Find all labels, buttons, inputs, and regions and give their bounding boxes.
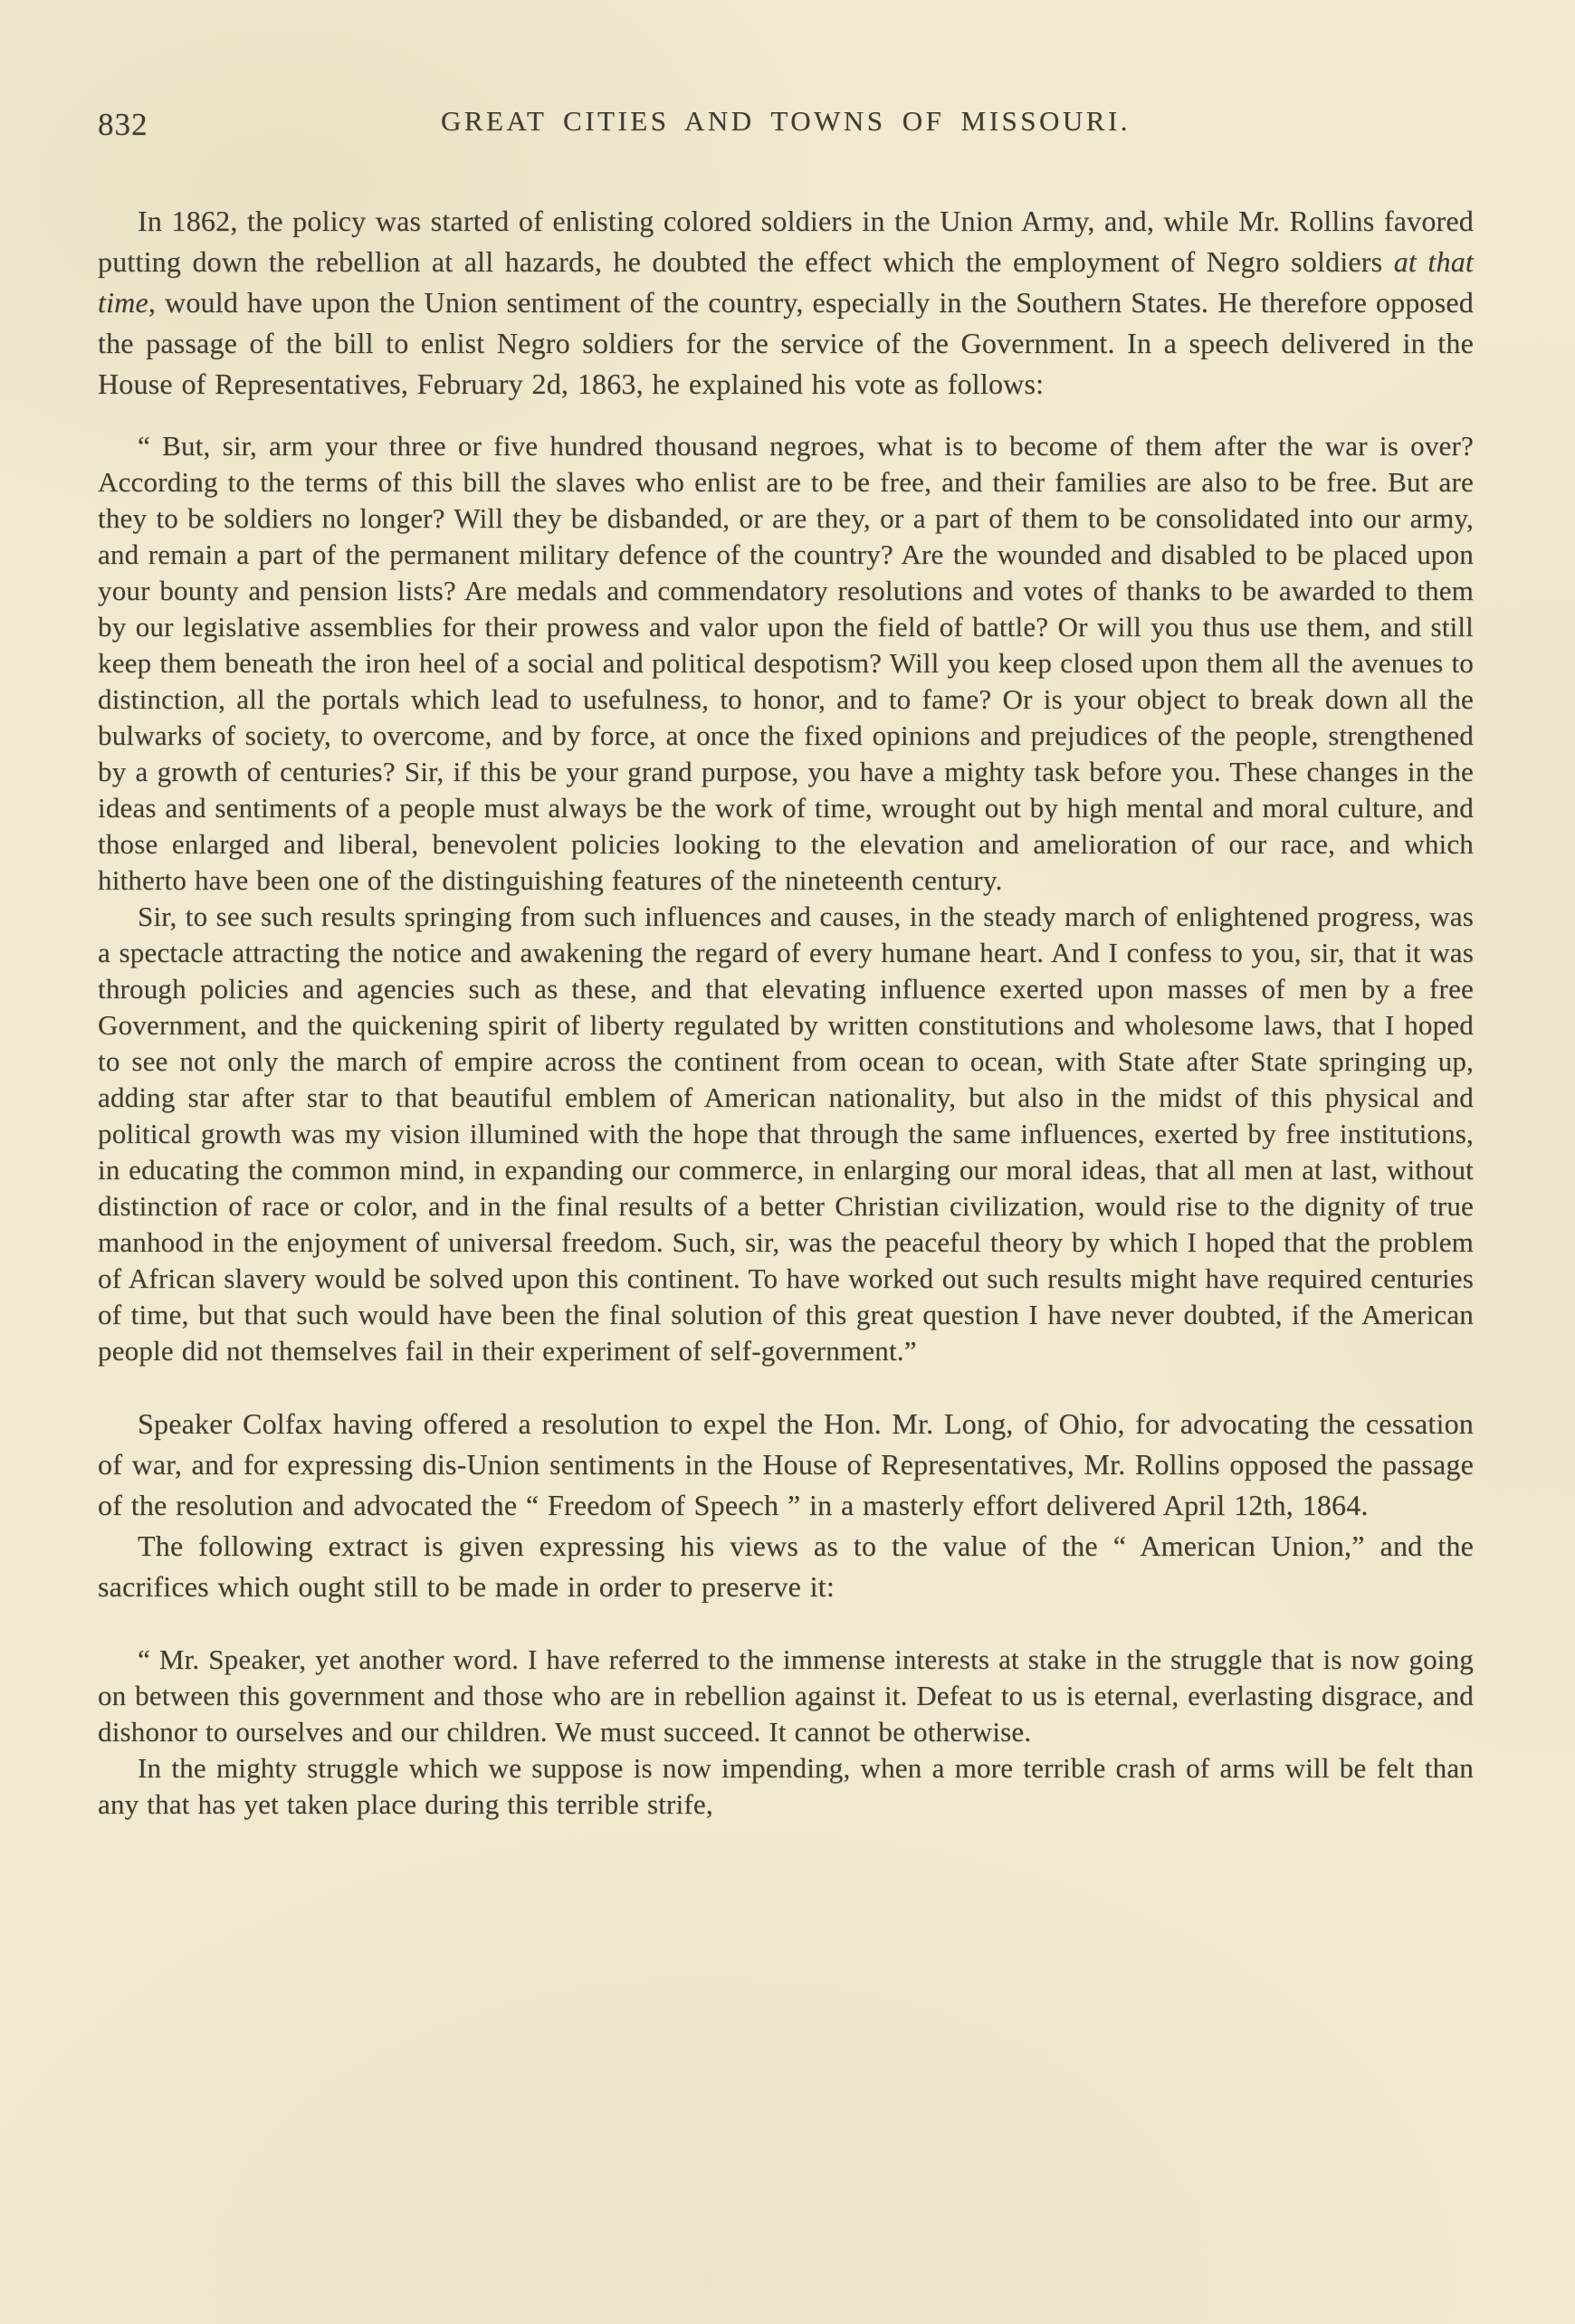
page-number: 832 xyxy=(98,107,148,142)
speech-1863-paragraph-1: “ But, sir, arm your three or five hundred thousand negroes, what is to become of them after the war is over? According to the terms of this bill the slaves who enlist are to be free, and their families are also to be free. But are they to be soldiers no longer? Will they be disbanded, or are they, or a part of them to be consolidated into our army, and remain a part of the permanent military defence of the country? Are the wounded and disabled to be placed upon your bounty and pension lists? Are medals and commendatory resolutions and votes of thanks to be awarded to them by our legislative assemblies for their prowess and valor upon the field of battle? Or will you thus use them, and still keep them beneath the iron heel of a social and political despotism? Will you keep closed upon them all the avenues to distinction, all the portals which lead to usefulness, to honor, and to fame? Or is your object to break down all the bulwarks of society, to overcome, and by force, at once the fixed opinions and prejudices of the people, strengthened by a growth of centuries? Sir, if this be your grand purpose, you have a mighty task before you. These changes in the ideas and sentiments of a people must always be the work of time, wrought out by high mental and moral culture, and those enlarged and liberal, benevolent policies looking to the elevation and amelioration of our race, and which hitherto have been one of the distinguishing features of the nineteenth century. xyxy=(98,430,1474,896)
speech-1864-paragraph-2: In the mighty struggle which we suppose is now impending, when a more terrible crash of arms will be felt than any that has yet taken place during this terrible strife, xyxy=(98,1752,1474,1820)
page-header xyxy=(98,105,1474,148)
intro-text-before-italic: In 1862, the policy was started of enlisting colored soldiers in the Union Army, and, while Mr. Rollins favored putting down the rebellion at all hazards, he doubted the effect which the employment of Negro soldiers xyxy=(98,205,1474,278)
speech-1864-paragraph-1: “ Mr. Speaker, yet another word. I have referred to the immense interests at stake in the struggle that is now going on between this government and those who are in rebellion against it. Defeat to us is eternal, everlasting disgrace, and dishonor to ourselves and our children. We must succeed. It cannot be otherwise. xyxy=(98,1643,1474,1748)
paragraph-intro xyxy=(98,201,1474,405)
running-title: GREAT CITIES AND TOWNS OF MISSOURI. xyxy=(440,105,1131,137)
paragraph-speaker-colfax: Speaker Colfax having offered a resolution to expel the Hon. Mr. Long, of Ohio, for advocating the cessation of war, and for expressing dis-Union sentiments in the House of Representatives, Mr. Rollins opposed the passage of the resolution and advocated the “ Freedom of Speech ” in a masterly effort delivered April 12th, 1864. xyxy=(98,1407,1474,1521)
paragraph-extract-intro: The following extract is given expressing his views as to the value of the “ American Union,” and the sacrifices which ought still to be made in order to preserve it: xyxy=(98,1529,1474,1603)
speech-1863-paragraph-2: Sir, to see such results springing from such influences and causes, in the steady march of enlightened progress, was a spectacle attracting the notice and awakening the regard of every humane heart. And I confess to you, sir, that it was through policies and agencies such as these, and that elevating influence exerted upon masses of men by a free Government, and the quickening spirit of liberty regulated by written constitutions and wholesome laws, that I hoped to see not only the march of empire across the continent from ocean to ocean, with State after State springing up, adding star after star to that beautiful emblem of American nationality, but also in the midst of this physical and political growth was my vision illumined with the hope that through the same influences, exerted by free institutions, in educating the common mind, in expanding our commerce, in enlarging our moral ideas, that all men at last, without distinction of race or color, and in the final results of a better Christian civilization, would rise to the dignity of true manhood in the enjoyment of universal freedom. Such, sir, was the peaceful theory by which I hoped that the problem of African slavery would be solved upon this continent. To have worked out such results might have required centuries of time, but that such would have been the final solution of this great question I have never doubted, if the American people did not themselves fail in their experiment of self-government.” xyxy=(98,900,1474,1367)
italic-phrase-at-that-time: at that time xyxy=(98,245,1474,319)
intro-text-after-italic: , would have upon the Union sentiment of the country, especially in the Southern States. He therefore opposed the passage of the bill to enlist Negro soldiers for the service of the Government. In a speech delivered in the House of Representatives, February 2d, 1863, he explained his vote as follows: xyxy=(98,286,1474,400)
